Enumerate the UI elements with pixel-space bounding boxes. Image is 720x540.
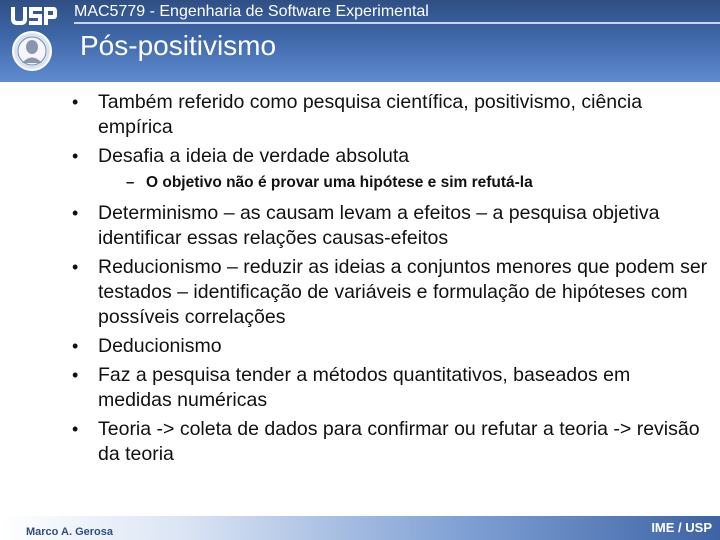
usp-logo-icon [8,4,58,28]
sub-bullet-item: – O objetivo não é provar uma hipótese e sim refutá-la [68,173,708,193]
footer-institution: IME / USP [651,520,712,535]
bullet-item: • Deducionismo [68,334,708,359]
bullet-item: • Também referido como pesquisa científica, positivismo, ciência empírica [68,90,708,140]
footer-author: Marco A. Gerosa [26,526,114,538]
slide-body [68,90,708,471]
bullet-item: • Determinismo – as causam levam a efeitos – a pesquisa objetiva identificar essas relações causas-efeitos [68,201,708,251]
bullet-item: • Desafia a ideia de verdade absoluta [68,144,708,169]
header-divider [74,22,720,24]
bullet-item: • Faz a pesquisa tender a métodos quantitativos, baseados em medidas numéricas [68,363,708,413]
bullet-item: • Reducionismo – reduzir as ideias a conjuntos menores que podem ser testados – identificação de variáveis e formulação de hipóteses com possíveis correlações [68,255,708,330]
university-seal-icon [11,30,53,72]
bullet-list [68,90,708,467]
bullet-item: • Teoria -> coleta de dados para confirmar ou refutar a teoria -> revisão da teoria [68,417,708,467]
course-name: MAC5779 - Engenharia de Software Experimental [74,3,429,20]
slide-title: Pós-positivismo [80,30,277,61]
